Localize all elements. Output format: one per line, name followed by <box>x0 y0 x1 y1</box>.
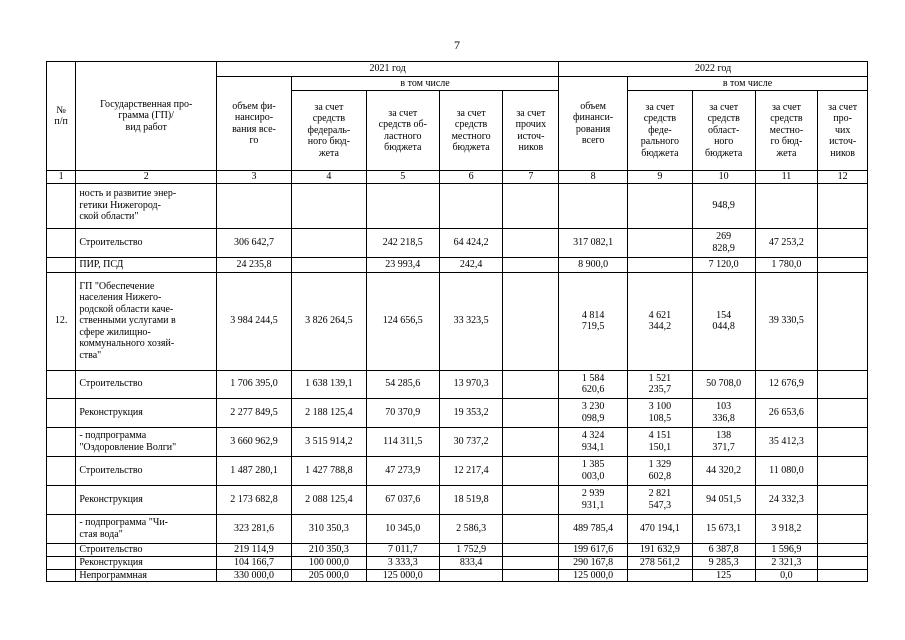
col-number: 12 <box>818 171 868 184</box>
amount-cell: 94 051,5 <box>692 485 755 514</box>
amount-cell <box>503 398 559 427</box>
amount-cell <box>818 569 868 582</box>
amount-cell: 9 285,3 <box>692 556 755 569</box>
program-name-cell: Строительство <box>76 228 217 257</box>
program-name-cell: ПИР, ПСД <box>76 257 217 272</box>
program-name-cell: Строительство <box>76 370 217 398</box>
table-row <box>47 456 868 485</box>
amount-cell: 290 167,8 <box>559 556 628 569</box>
amount-cell: 1 385 003,0 <box>559 456 628 485</box>
amount-cell: 3 515 914,2 <box>291 427 366 456</box>
amount-cell: 2 821 547,3 <box>628 485 693 514</box>
header-y2-local: за счет средств местно- го бюд- жета <box>755 91 818 171</box>
amount-cell <box>503 543 559 556</box>
amount-cell <box>291 228 366 257</box>
row-number-cell <box>47 427 76 456</box>
amount-cell <box>628 257 693 272</box>
header-year-2022: 2022 год <box>559 62 868 77</box>
col-number: 1 <box>47 171 76 184</box>
amount-cell <box>503 183 559 228</box>
col-number: 8 <box>559 171 628 184</box>
row-number-cell <box>47 556 76 569</box>
row-number-cell: 12. <box>47 272 76 370</box>
amount-cell: 3 230 098,9 <box>559 398 628 427</box>
amount-cell: 2 939 931,1 <box>559 485 628 514</box>
row-number-cell <box>47 485 76 514</box>
table-row <box>47 485 868 514</box>
header-y1-total: объем фи- нансиро- вания все- го <box>217 77 292 171</box>
amount-cell: 948,9 <box>692 183 755 228</box>
amount-cell <box>291 183 366 228</box>
amount-cell: 2 586,3 <box>439 514 503 543</box>
amount-cell: 70 370,9 <box>366 398 439 427</box>
amount-cell <box>559 183 628 228</box>
row-number-cell <box>47 228 76 257</box>
program-name-cell: Реконструкция <box>76 485 217 514</box>
amount-cell: 12 676,9 <box>755 370 818 398</box>
amount-cell: 64 424,2 <box>439 228 503 257</box>
amount-cell: 4 151 150,1 <box>628 427 693 456</box>
col-number: 11 <box>755 171 818 184</box>
table-row <box>47 183 868 228</box>
header-year-2021: 2021 год <box>217 62 559 77</box>
table-row <box>47 398 868 427</box>
row-number-cell <box>47 398 76 427</box>
table-row <box>47 569 868 582</box>
amount-cell <box>818 485 868 514</box>
amount-cell: 24 332,3 <box>755 485 818 514</box>
budget-table <box>46 61 868 582</box>
amount-cell: 1 487 280,1 <box>217 456 292 485</box>
amount-cell: 2 188 125,4 <box>291 398 366 427</box>
amount-cell <box>291 257 366 272</box>
amount-cell: 10 345,0 <box>366 514 439 543</box>
column-number-row <box>47 171 868 184</box>
amount-cell <box>818 398 868 427</box>
amount-cell: 47 253,2 <box>755 228 818 257</box>
amount-cell: 103 336,8 <box>692 398 755 427</box>
col-number: 9 <box>628 171 693 184</box>
amount-cell: 0,0 <box>755 569 818 582</box>
amount-cell: 30 737,2 <box>439 427 503 456</box>
program-name-cell: Реконструкция <box>76 556 217 569</box>
amount-cell <box>503 485 559 514</box>
amount-cell <box>818 556 868 569</box>
table-row <box>47 427 868 456</box>
amount-cell: 12 217,4 <box>439 456 503 485</box>
table-row <box>47 272 868 370</box>
amount-cell <box>818 427 868 456</box>
amount-cell <box>818 257 868 272</box>
program-name-cell: Реконструкция <box>76 398 217 427</box>
table-row <box>47 556 868 569</box>
col-number: 10 <box>692 171 755 184</box>
header-y1-local: за счет средств местного бюджета <box>439 91 503 171</box>
amount-cell <box>818 456 868 485</box>
col-number: 6 <box>439 171 503 184</box>
row-number-cell <box>47 514 76 543</box>
col-number: 2 <box>76 171 217 184</box>
row-number-cell <box>47 183 76 228</box>
row-number-cell <box>47 370 76 398</box>
amount-cell: 3 984 244,5 <box>217 272 292 370</box>
amount-cell: 3 100 108,5 <box>628 398 693 427</box>
table-row <box>47 514 868 543</box>
amount-cell <box>503 272 559 370</box>
amount-cell <box>439 183 503 228</box>
amount-cell: 4 621 344,2 <box>628 272 693 370</box>
amount-cell: 114 311,5 <box>366 427 439 456</box>
amount-cell: 470 194,1 <box>628 514 693 543</box>
amount-cell: 310 350,3 <box>291 514 366 543</box>
amount-cell: 47 273,9 <box>366 456 439 485</box>
table-row <box>47 370 868 398</box>
amount-cell: 205 000,0 <box>291 569 366 582</box>
amount-cell: 138 371,7 <box>692 427 755 456</box>
col-number: 4 <box>291 171 366 184</box>
amount-cell: 191 632,9 <box>628 543 693 556</box>
amount-cell: 33 323,5 <box>439 272 503 370</box>
col-number: 5 <box>366 171 439 184</box>
table-row <box>47 257 868 272</box>
amount-cell: 1 584 620,6 <box>559 370 628 398</box>
amount-cell: 2 173 682,8 <box>217 485 292 514</box>
amount-cell: 35 412,3 <box>755 427 818 456</box>
amount-cell: 242 218,5 <box>366 228 439 257</box>
amount-cell <box>755 183 818 228</box>
amount-cell: 833,4 <box>439 556 503 569</box>
program-name-cell: Непрограммная <box>76 569 217 582</box>
amount-cell: 2 088 125,4 <box>291 485 366 514</box>
header-y2-regional: за счет средств област- ного бюджета <box>692 91 755 171</box>
amount-cell: 242,4 <box>439 257 503 272</box>
amount-cell <box>628 228 693 257</box>
amount-cell: 154 044,8 <box>692 272 755 370</box>
amount-cell: 125 000,0 <box>559 569 628 582</box>
program-name-cell: - подпрограмма "Чи- стая вода" <box>76 514 217 543</box>
amount-cell: 7 011,7 <box>366 543 439 556</box>
program-name-cell: ГП "Обеспечение населения Нижего- родской области каче- ственными услугами в сфере жилищно- коммунального хозяй- ства" <box>76 272 217 370</box>
program-name-cell: Строительство <box>76 456 217 485</box>
amount-cell: 219 114,9 <box>217 543 292 556</box>
amount-cell <box>366 183 439 228</box>
amount-cell <box>439 569 503 582</box>
amount-cell: 2 277 849,5 <box>217 398 292 427</box>
page-number: 7 <box>454 38 460 52</box>
amount-cell: 23 993,4 <box>366 257 439 272</box>
amount-cell: 1 706 395,0 <box>217 370 292 398</box>
amount-cell: 4 814 719,5 <box>559 272 628 370</box>
amount-cell: 323 281,6 <box>217 514 292 543</box>
amount-cell: 2 321,3 <box>755 556 818 569</box>
table-body <box>47 183 868 582</box>
amount-cell: 26 653,6 <box>755 398 818 427</box>
amount-cell: 3 826 264,5 <box>291 272 366 370</box>
amount-cell: 44 320,2 <box>692 456 755 485</box>
program-name-cell: - подпрограмма "Оздоровление Волги" <box>76 427 217 456</box>
amount-cell <box>628 569 693 582</box>
table-row <box>47 543 868 556</box>
amount-cell: 19 353,2 <box>439 398 503 427</box>
amount-cell <box>503 514 559 543</box>
table-row <box>47 228 868 257</box>
amount-cell: 278 561,2 <box>628 556 693 569</box>
header-y2-including: в том числе <box>628 77 868 91</box>
row-number-cell <box>47 543 76 556</box>
amount-cell: 13 970,3 <box>439 370 503 398</box>
amount-cell <box>217 183 292 228</box>
amount-cell <box>818 228 868 257</box>
amount-cell: 1 596,9 <box>755 543 818 556</box>
amount-cell: 317 082,1 <box>559 228 628 257</box>
amount-cell: 7 120,0 <box>692 257 755 272</box>
amount-cell: 1 780,0 <box>755 257 818 272</box>
amount-cell <box>818 514 868 543</box>
amount-cell: 125 000,0 <box>366 569 439 582</box>
amount-cell: 330 000,0 <box>217 569 292 582</box>
amount-cell: 199 617,6 <box>559 543 628 556</box>
header-y1-other: за счет прочих источ- ников <box>503 91 559 171</box>
row-number-cell <box>47 569 76 582</box>
amount-cell: 4 324 934,1 <box>559 427 628 456</box>
amount-cell: 489 785,4 <box>559 514 628 543</box>
amount-cell: 18 519,8 <box>439 485 503 514</box>
amount-cell: 54 285,6 <box>366 370 439 398</box>
amount-cell <box>503 456 559 485</box>
amount-cell: 104 166,7 <box>217 556 292 569</box>
amount-cell <box>503 370 559 398</box>
amount-cell: 3 333,3 <box>366 556 439 569</box>
amount-cell: 11 080,0 <box>755 456 818 485</box>
amount-cell <box>818 183 868 228</box>
row-number-cell <box>47 257 76 272</box>
header-y2-federal: за счет средств феде- рального бюджета <box>628 91 693 171</box>
amount-cell: 6 387,8 <box>692 543 755 556</box>
header-y1-federal: за счет средств федераль- ного бюд- жета <box>291 91 366 171</box>
amount-cell <box>503 228 559 257</box>
amount-cell <box>503 257 559 272</box>
row-number-cell <box>47 456 76 485</box>
amount-cell: 210 350,3 <box>291 543 366 556</box>
amount-cell: 15 673,1 <box>692 514 755 543</box>
amount-cell: 125 <box>692 569 755 582</box>
header-y1-including: в том числе <box>291 77 558 91</box>
amount-cell: 39 330,5 <box>755 272 818 370</box>
header-y1-regional: за счет средств об- ластного бюджета <box>366 91 439 171</box>
amount-cell: 8 900,0 <box>559 257 628 272</box>
header-y2-total: объем финанси- рования всего <box>559 77 628 171</box>
amount-cell <box>818 543 868 556</box>
amount-cell: 3 918,2 <box>755 514 818 543</box>
amount-cell <box>628 183 693 228</box>
program-name-cell: ность и развитие энер- гетики Нижегород- ской области" <box>76 183 217 228</box>
header-program: Государственная про- грамма (ГП)/ вид работ <box>76 62 217 171</box>
amount-cell: 1 427 788,8 <box>291 456 366 485</box>
amount-cell: 50 708,0 <box>692 370 755 398</box>
program-name-cell: Строительство <box>76 543 217 556</box>
header-y2-other: за счет про- чих источ- ников <box>818 91 868 171</box>
amount-cell: 24 235,8 <box>217 257 292 272</box>
amount-cell <box>503 427 559 456</box>
amount-cell <box>503 569 559 582</box>
col-number: 7 <box>503 171 559 184</box>
amount-cell <box>818 272 868 370</box>
amount-cell: 67 037,6 <box>366 485 439 514</box>
amount-cell: 1 329 602,8 <box>628 456 693 485</box>
amount-cell: 269 828,9 <box>692 228 755 257</box>
amount-cell: 1 638 139,1 <box>291 370 366 398</box>
amount-cell <box>503 556 559 569</box>
amount-cell: 1 752,9 <box>439 543 503 556</box>
amount-cell: 100 000,0 <box>291 556 366 569</box>
amount-cell: 3 660 962,9 <box>217 427 292 456</box>
header-num: № п/п <box>47 62 76 171</box>
amount-cell: 124 656,5 <box>366 272 439 370</box>
amount-cell: 1 521 235,7 <box>628 370 693 398</box>
amount-cell: 306 642,7 <box>217 228 292 257</box>
amount-cell <box>818 370 868 398</box>
col-number: 3 <box>217 171 292 184</box>
